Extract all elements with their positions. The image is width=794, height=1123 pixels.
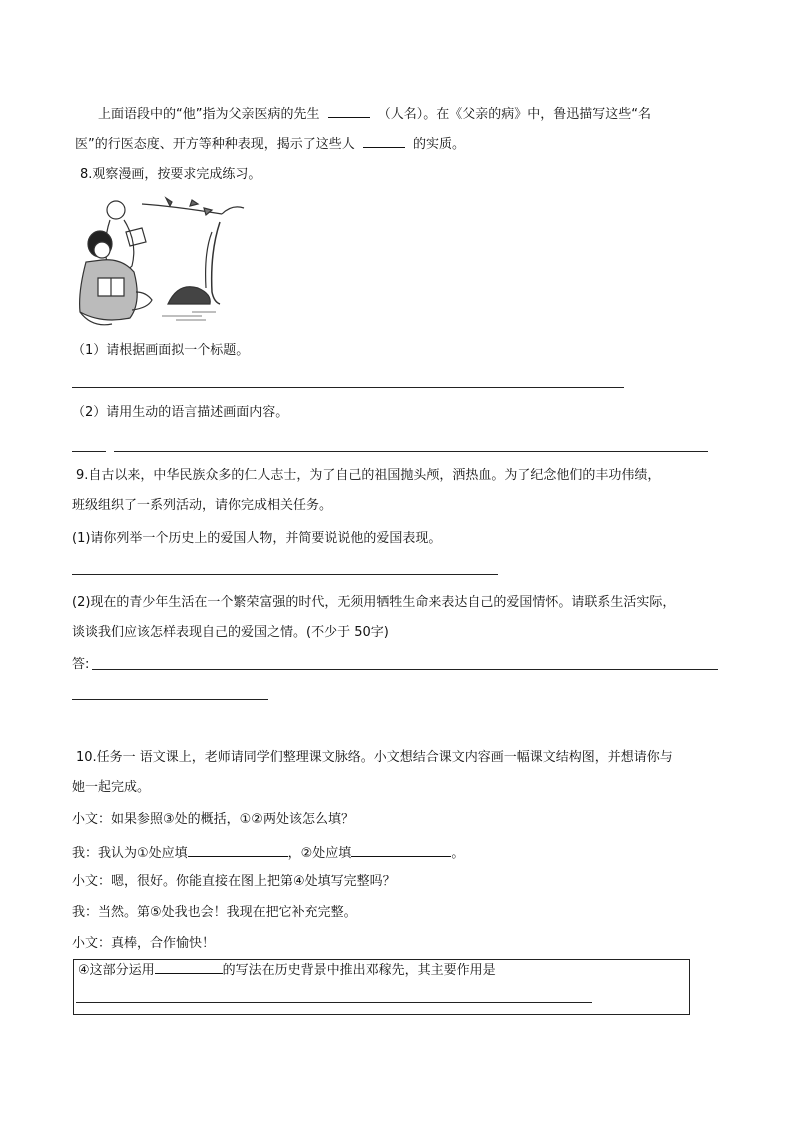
answer-box — [73, 959, 690, 1015]
box-method-blank[interactable] — [155, 960, 223, 974]
q10-dialogue-1: 小文：如果参照③处的概括，①②两处该怎么填？ — [72, 812, 354, 827]
q10-d2-text-a: 我：我认为①处应填 — [72, 846, 188, 861]
intro-text-3: 医”的行医态度、开方等种种表现，揭示了这些人 — [75, 137, 355, 152]
box-text — [78, 960, 496, 980]
q9-sub1-answer-line[interactable] — [72, 574, 498, 575]
q9-line-1: 9.自古以来，中华民族众多的仁人志士，为了自己的祖国抛头颅，洒热血。为了纪念他们的丰功伟绩， — [76, 468, 661, 483]
intro-text-4: 的实质。 — [413, 137, 466, 152]
blank-2[interactable] — [351, 843, 451, 857]
q10-d2-text-b: ，②处应填 — [287, 846, 352, 861]
box-text-b: 的写法在历史背景中推出邓稼先，其主要作用是 — [222, 963, 496, 978]
q9-sub2-line-2: 谈谈我们应该怎样表现自己的爱国之情。(不少于 50字) — [72, 625, 389, 640]
intro-line-1 — [98, 104, 651, 124]
q10-d2-text-c: 。 — [451, 846, 465, 861]
q9-answer-label: 答: — [72, 657, 90, 672]
q10-dialogue-5: 小文：真棒，合作愉快！ — [72, 936, 216, 951]
q10-dialogue-3: 小文：嗯，很好。你能直接在图上把第④处填写完整吗？ — [72, 874, 396, 889]
intro-text-2: （人名）。在《父亲的病》中，鲁迅描写这些“名 — [377, 107, 652, 122]
intro-line-2 — [75, 134, 465, 154]
intro-text-1: 上面语段中的“他”指为父亲医病的先生 — [98, 107, 320, 122]
q8-title-answer-line[interactable] — [72, 387, 624, 388]
q9-sub2-line-1: (2)现在的青少年生活在一个繁荣富强的时代，无须用牺牲生命来表达自己的爱国情怀。请联系生活实际， — [72, 595, 676, 610]
essence-blank[interactable] — [363, 134, 405, 148]
blank-1[interactable] — [188, 843, 288, 857]
q10-dialogue-2 — [72, 843, 464, 863]
q9-answer-line-1[interactable] — [92, 669, 718, 670]
q9-sub1: (1)请你列举一个历史上的爱国人物，并简要说说他的爱国表现。 — [72, 531, 442, 546]
q10-line-2: 她一起完成。 — [72, 780, 151, 795]
q9-answer-line-2[interactable] — [72, 699, 268, 700]
box-answer-line[interactable] — [76, 1002, 592, 1003]
q8-sub1: （1）请根据画面拟一个标题。 — [72, 343, 250, 358]
q9-line-2: 班级组织了一系列活动，请你完成相关任务。 — [72, 498, 333, 513]
box-text-a: ④这部分运用 — [78, 963, 155, 978]
q10-line-1: 10.任务一 语文课上，老师请同学们整理课文脉络。小文想结合课文内容画一幅课文结构图，并想请你与 — [76, 750, 673, 765]
q10-dialogue-4: 我：当然。第⑤处我也会！我现在把它补充完整。 — [72, 905, 357, 920]
q8-title: 8.观察漫画，按要求完成练习。 — [80, 167, 262, 182]
name-blank[interactable] — [328, 104, 370, 118]
q8-desc-answer-line[interactable] — [114, 451, 708, 452]
cartoon-image — [72, 192, 252, 332]
q8-desc-answer-line-short[interactable] — [72, 451, 106, 452]
q8-sub2: （2）请用生动的语言描述画面内容。 — [72, 405, 289, 420]
